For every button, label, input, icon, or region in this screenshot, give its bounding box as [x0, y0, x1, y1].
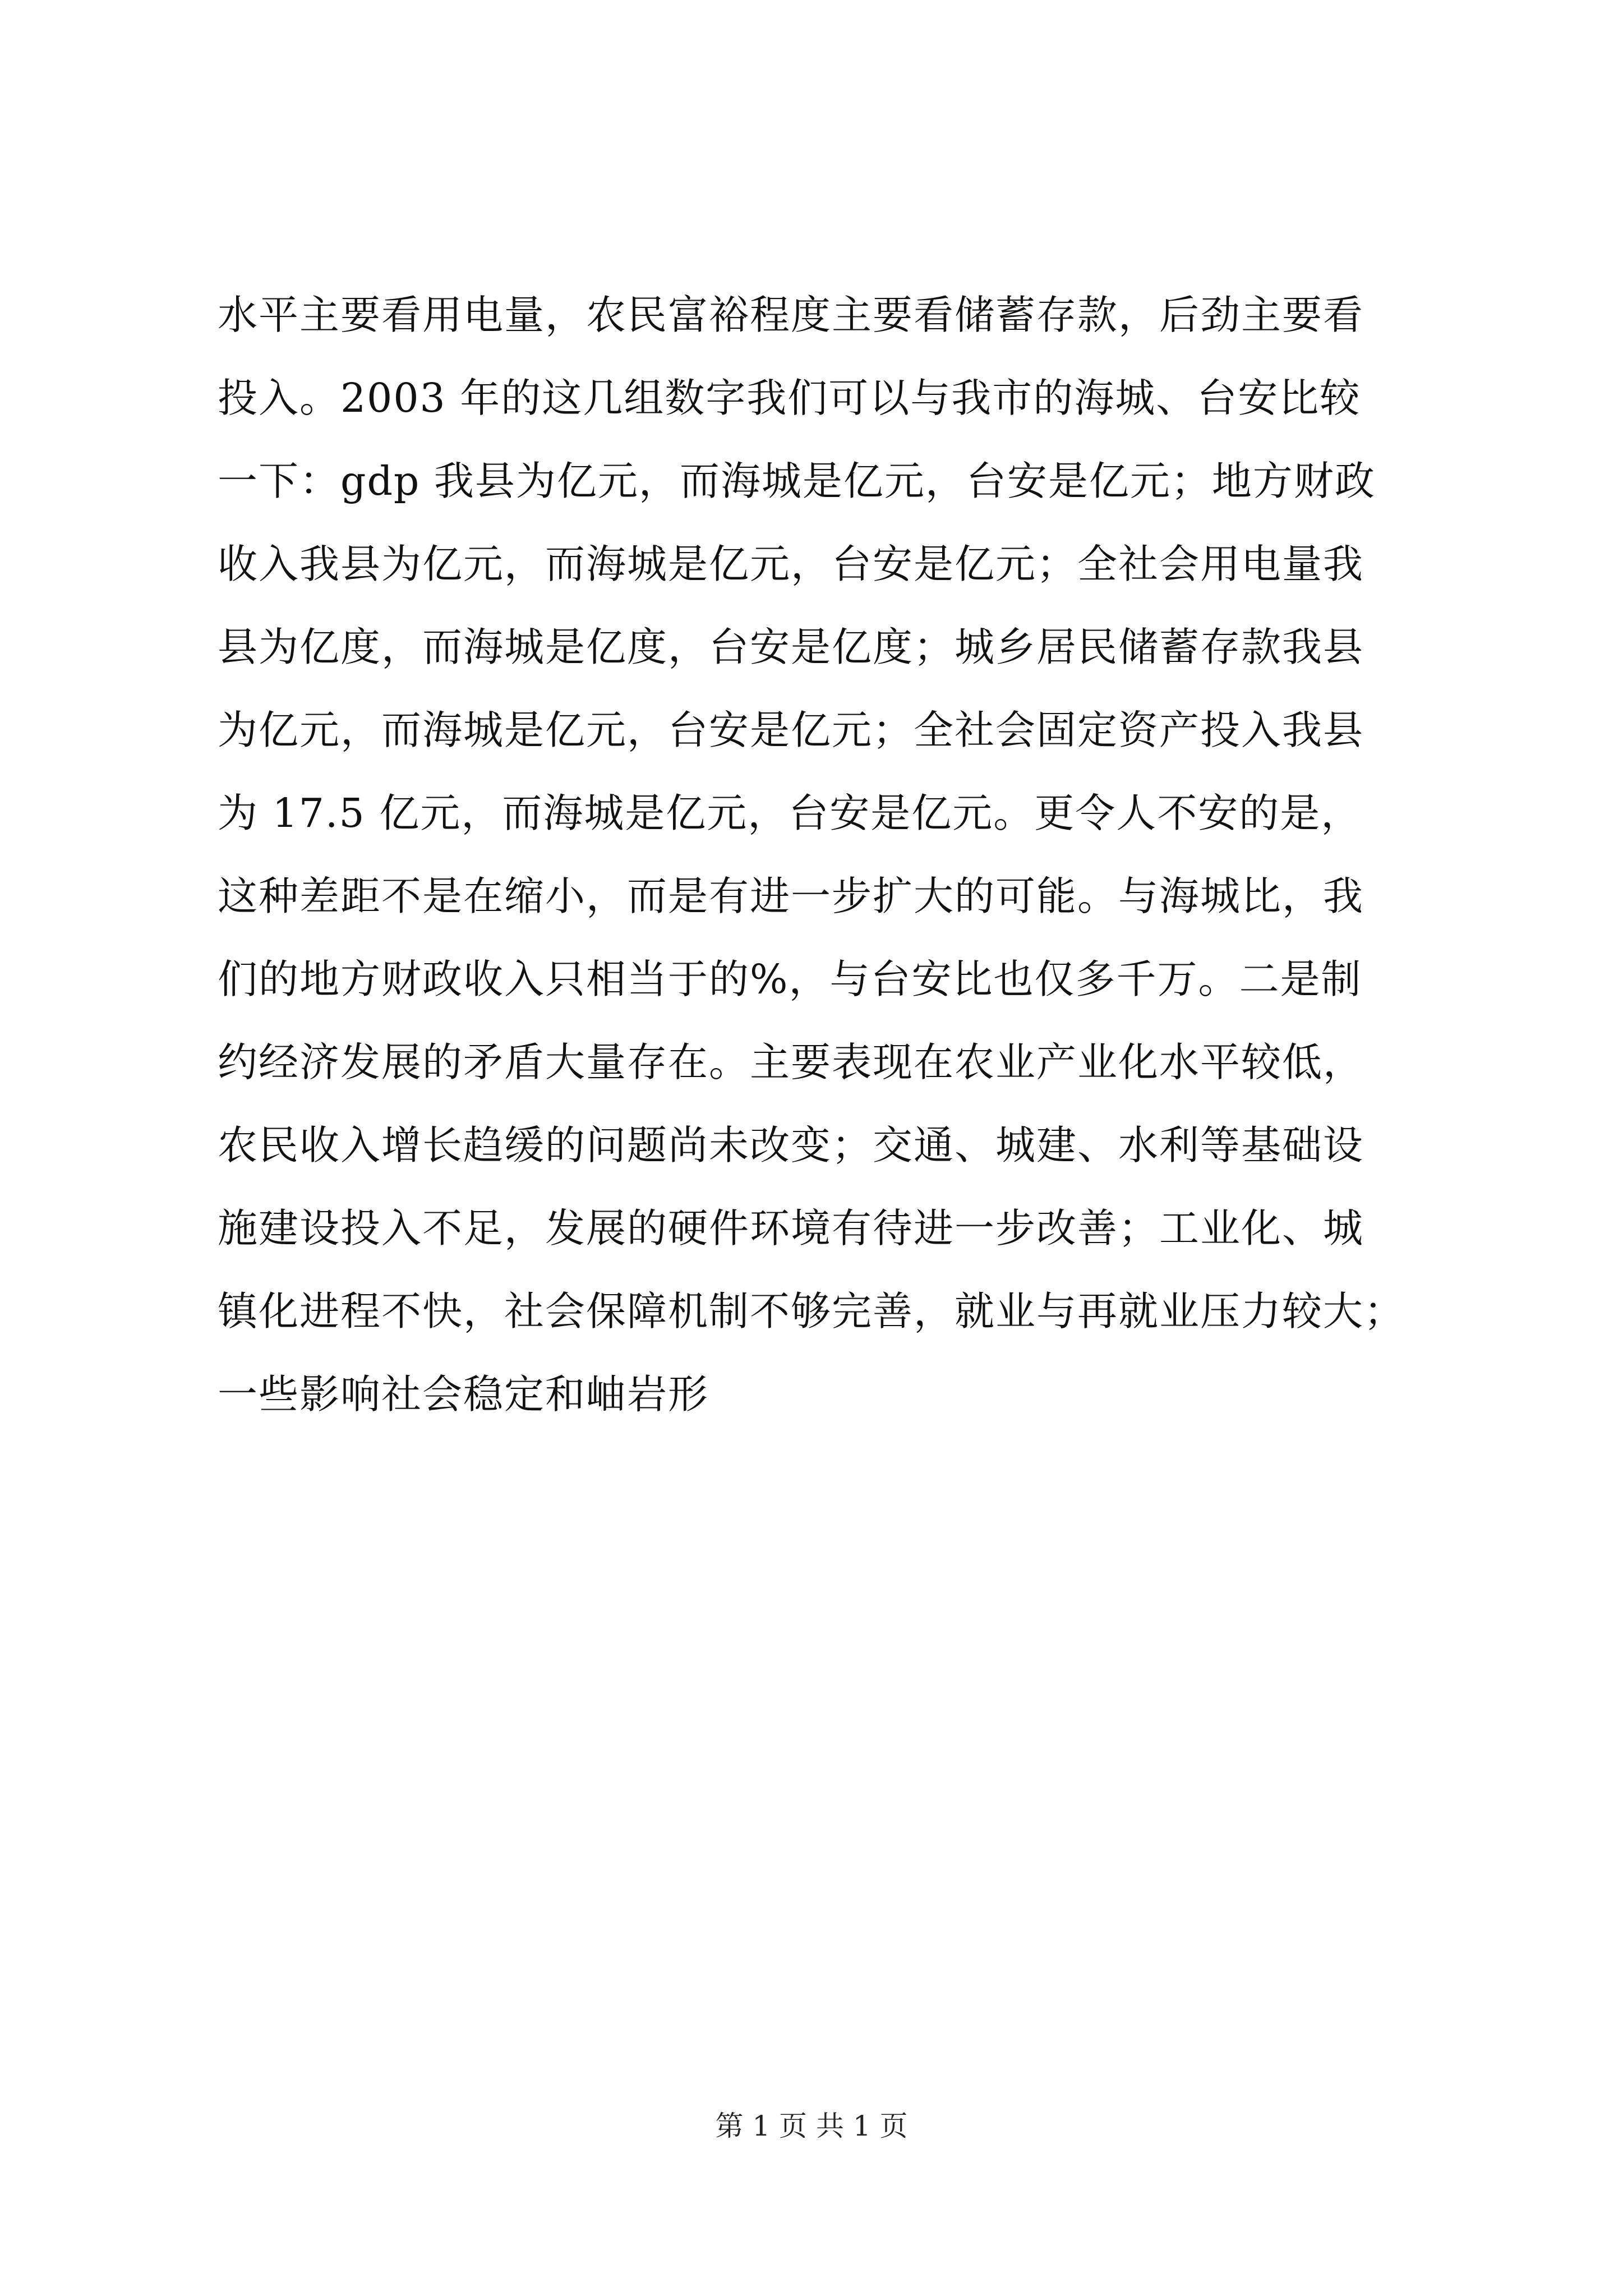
text-line: 农民收入增长趋缓的问题尚未改变；交通、城建、水利等基础设 [218, 1122, 1364, 1168]
text-line: 水平主要看用电量，农民富裕程度主要看储蓄存款，后劲主要看 [218, 292, 1364, 338]
text-line: 为 17.5 亿元，而海城是亿元，台安是亿元。更令人不安的是， [218, 790, 1362, 836]
text-line: 施建设投入不足，发展的硬件环境有待进一步改善；工业化、城 [218, 1205, 1364, 1251]
text-line: 一些影响社会稳定和岫岩形 [218, 1371, 709, 1418]
text-line: 一下：gdp 我县为亿元，而海城是亿元，台安是亿元；地方财政 [218, 458, 1376, 504]
text-line: 县为亿度，而海城是亿度，台安是亿度；城乡居民储蓄存款我县 [218, 624, 1364, 670]
text-line: 为亿元，而海城是亿元，台安是亿元；全社会固定资产投入我县 [218, 707, 1364, 753]
page-number-label: 第 1 页 共 1 页 [715, 2110, 908, 2142]
page-footer [0, 2104, 1623, 2148]
text-line: 们的地方财政收入只相当于的%，与台安比也仅多千万。二是制 [218, 956, 1362, 1002]
text-line: 这种差距不是在缩小，而是有进一步扩大的可能。与海城比，我 [218, 873, 1364, 919]
text-line: 约经济发展的矛盾大量存在。主要表现在农业产业化水平较低， [218, 1039, 1364, 1085]
text-line: 投入。2003 年的这几组数字我们可以与我市的海城、台安比较 [218, 375, 1361, 421]
body-text [218, 274, 1407, 1436]
text-line: 收入我县为亿元，而海城是亿元，台安是亿元；全社会用电量我 [218, 541, 1364, 587]
text-line: 镇化进程不快，社会保障机制不够完善，就业与再就业压力较大； [218, 1288, 1405, 1335]
